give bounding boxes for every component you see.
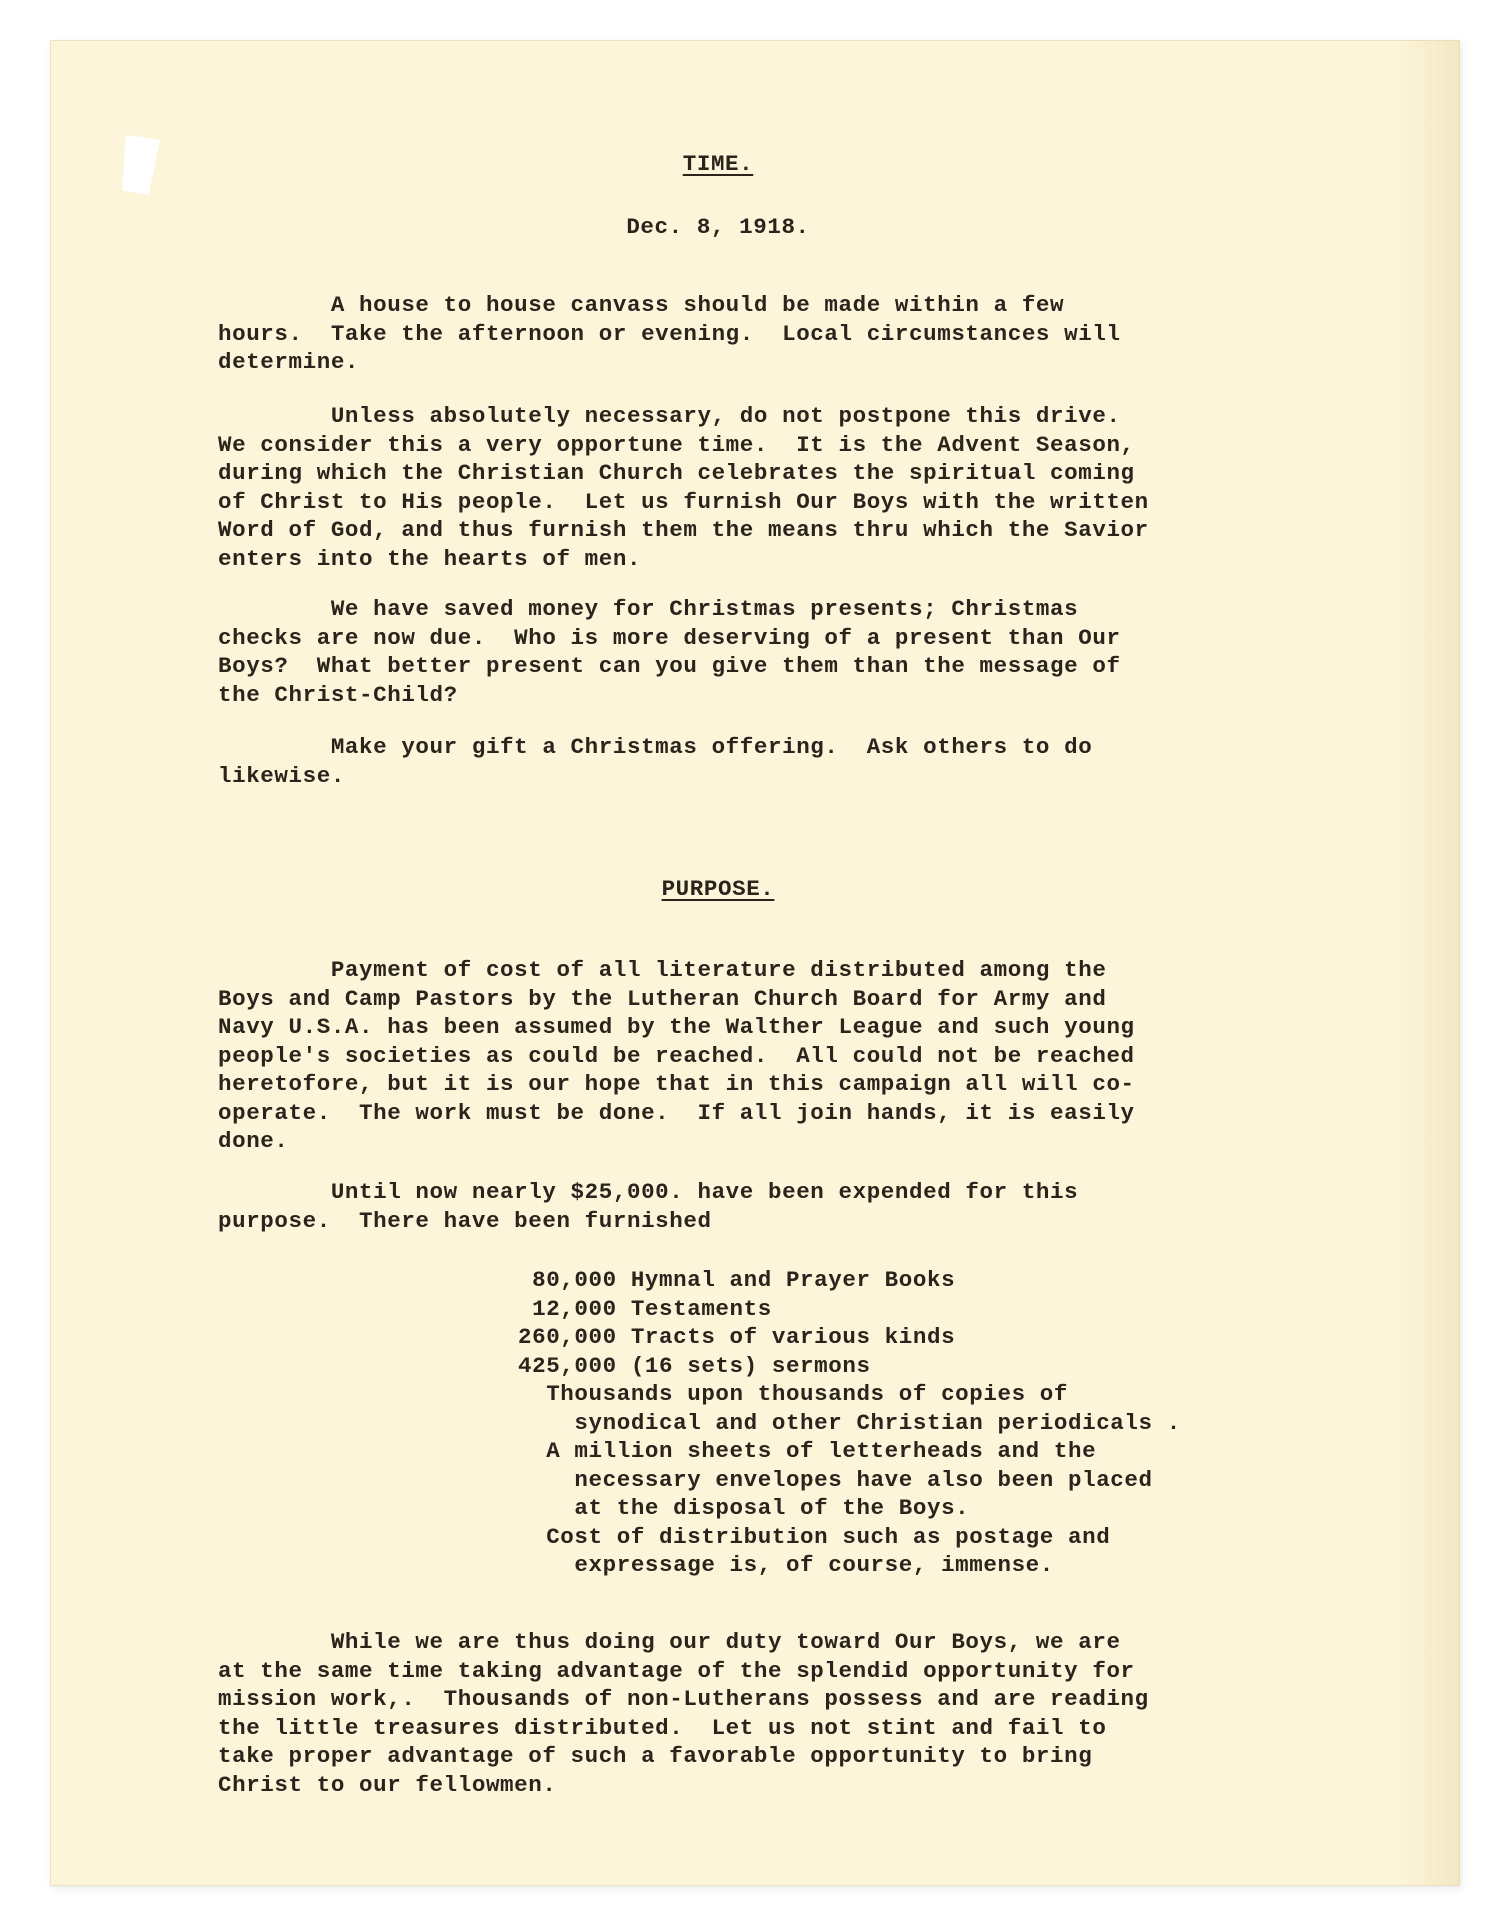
paper-edge-shadow — [1400, 40, 1460, 1886]
purpose-heading: PURPOSE. — [661, 876, 775, 902]
time-paragraph-christmas: We have saved money for Christmas presents; Christmas checks are now due. Who is more deserving of a present than Our Boys? What better present can you give them than the message of the Christ-Child? — [218, 596, 1121, 708]
document-date: Dec. 8, 1918. — [626, 214, 810, 240]
purpose-paragraph-expended: Until now nearly $25,000. have been expended for this purpose. There have been furnished — [218, 1179, 1079, 1234]
time-paragraph-advent: Unless absolutely necessary, do not postpone this drive. We consider this a very opportune time. It is the Advent Season, during which the Christian Church celebrates the spiritual coming of Christ to His people. Let us furnish Our Boys with the written Word of God, and thus furnish them the means thru which the Savior enters into the hearts of men. — [218, 403, 1149, 572]
time-paragraph-canvass: A house to house canvass should be made within a few hours. Take the afternoon or evening. Local circumstances will determine. — [218, 292, 1121, 375]
time-paragraph-offering: Make your gift a Christmas offering. Ask others to do likewise. — [218, 734, 1093, 789]
furnished-items-list: 80,000 Hymnal and Prayer Books 12,000 Testaments 260,000 Tracts of various kinds 425,000 (16 sets) sermons Thousands upon thousands of copies of synodical and other Christian periodicals . A million sheets of letterheads and the necessary envelopes have also been placed at the disposal of the Boys. Cost of distribution such as postage and expressage is, of course, immense. — [518, 1267, 1181, 1578]
time-heading: TIME. — [682, 151, 754, 177]
closing-paragraph: While we are thus doing our duty toward Our Boys, we are at the same time taking advantage of the splendid opportunity for mission work,. Thousands of non-Lutherans possess and are reading the little treasures distributed. Let us not stint and fail to take proper advantage of such a favorable opportunity to bring Christ to our fellowmen. — [218, 1629, 1149, 1798]
purpose-paragraph-payment: Payment of cost of all literature distributed among the Boys and Camp Pastors by the Lutheran Church Board for Army and Navy U.S.A. has been assumed by the Walther League and such young people's societies as could be reached. All could not be reached heretofore, but it is our hope that in this campaign all will co- operate. The work must be done. If all join hands, it is easily done. — [218, 957, 1135, 1154]
